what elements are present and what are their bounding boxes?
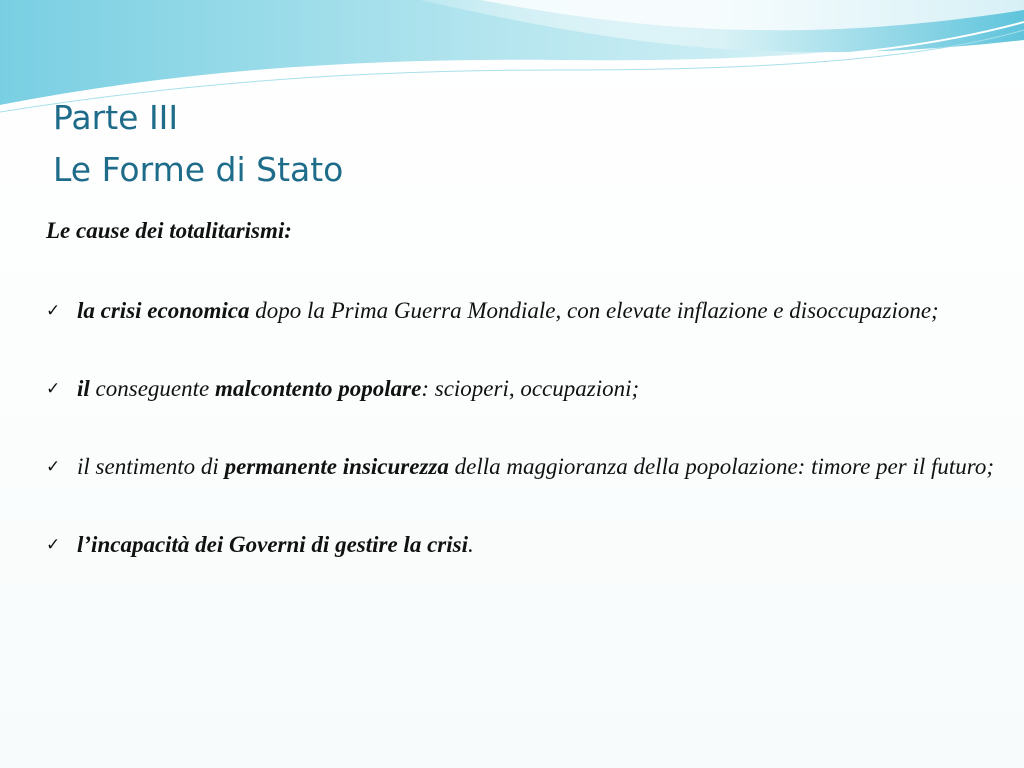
item-text: il sentimento di bbox=[77, 454, 225, 479]
item-bold: il bbox=[77, 376, 90, 401]
item-bold: la crisi economica bbox=[77, 298, 250, 323]
list-item bbox=[46, 372, 996, 406]
title-line-2: Le Forme di Stato bbox=[53, 150, 344, 189]
item-text: . bbox=[467, 532, 474, 557]
slide-body bbox=[46, 212, 996, 562]
subtitle: Le cause dei totalitarismi: bbox=[46, 218, 292, 243]
check-mark-icon: ✓ bbox=[46, 535, 61, 555]
check-mark-icon: ✓ bbox=[46, 301, 61, 321]
item-text: conseguente bbox=[89, 376, 215, 401]
causes-list bbox=[46, 294, 996, 562]
title-line-1: Parte III bbox=[53, 98, 179, 137]
item-bold: permanente insicurezza bbox=[224, 454, 449, 479]
item-text: della maggioranza della popolazione: timore per il futuro; bbox=[448, 454, 995, 479]
list-item bbox=[46, 528, 996, 562]
check-mark-icon: ✓ bbox=[46, 457, 61, 477]
check-mark-icon: ✓ bbox=[46, 379, 61, 399]
item-bold: l’incapacità dei Governi di gestire la crisi bbox=[77, 532, 468, 557]
slide-title bbox=[53, 92, 343, 196]
list-item bbox=[46, 450, 996, 484]
item-text: dopo la Prima Guerra Mondiale, con elevate inflazione e disoccupazione; bbox=[249, 298, 939, 323]
item-bold: malcontento popolare bbox=[214, 376, 422, 401]
list-item bbox=[46, 294, 996, 328]
item-text: : scioperi, occupazioni; bbox=[421, 376, 640, 401]
